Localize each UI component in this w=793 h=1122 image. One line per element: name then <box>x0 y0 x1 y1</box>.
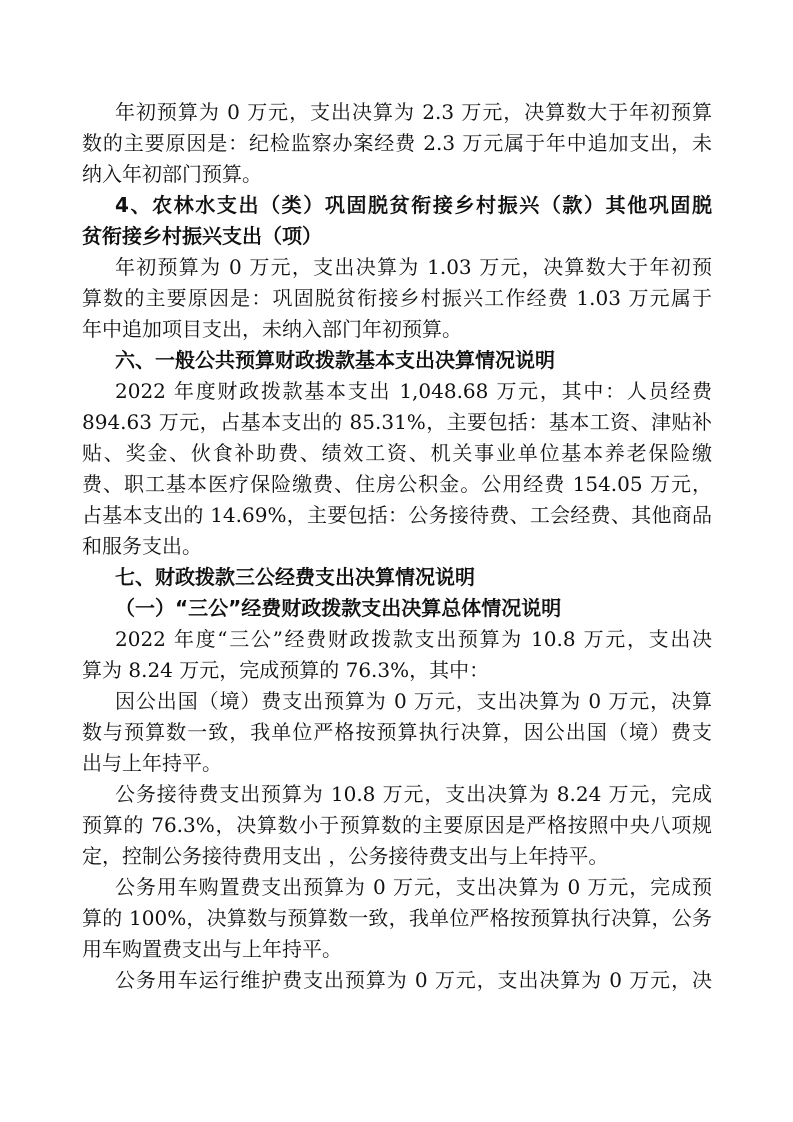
body-paragraph <box>82 779 712 872</box>
text-line: 算为 8.24 万元，完成预算的 76.3%，其中： <box>82 658 490 682</box>
text-line: 纳入年初部门预算。 <box>82 162 262 186</box>
text-line: 用车购置费支出与上年持平。 <box>82 937 342 961</box>
text-line: 2022 年度财政拨款基本支出 1,048.68 万元，其中：人员经费 <box>115 379 712 403</box>
text-line: 数的主要原因是：纪检监察办案经费 2.3 万元属于年中追加支出，未 <box>82 131 712 155</box>
text-line: 4、农林水支出（类）巩固脱贫衔接乡村振兴（款）其他巩固脱 <box>115 193 712 217</box>
text-line: 894.63 万元，占基本支出的 85.31%，主要包括：基本工资、津贴补 <box>82 410 712 434</box>
text-line: 六、一般公共预算财政拨款基本支出决算情况说明 <box>115 348 555 372</box>
text-line: 因公出国（境）费支出预算为 0 万元，支出决算为 0 万元，决算 <box>115 689 712 713</box>
text-line: 公务用车购置费支出预算为 0 万元，支出决算为 0 万元，完成预 <box>115 875 712 899</box>
body-paragraph <box>82 965 712 996</box>
section-heading <box>82 345 712 376</box>
text-line: 占基本支出的 14.69%，主要包括：公务接待费、工会经费、其他商品 <box>82 503 712 527</box>
section-heading <box>82 593 712 624</box>
body-paragraph <box>82 252 712 345</box>
body-paragraph <box>82 97 712 190</box>
body-paragraph <box>82 686 712 779</box>
text-line: 公务接待费支出预算为 10.8 万元，支出决算为 8.24 万元，完成 <box>115 782 712 806</box>
text-line: 年初预算为 0 万元，支出决算为 2.3 万元，决算数大于年初预算 <box>115 100 712 124</box>
section-heading <box>82 190 712 252</box>
text-line: 预算的 76.3%，决算数小于预算数的主要原因是严格按照中央八项规 <box>82 813 712 837</box>
text-line: 贫衔接乡村振兴支出（项） <box>82 224 322 248</box>
text-line: 2022 年度“三公”经费财政拨款支出预算为 10.8 万元，支出决 <box>115 627 712 651</box>
text-line: 算的 100%，决算数与预算数一致，我单位严格按预算执行决算，公务 <box>82 906 712 930</box>
text-line: 算数的主要原因是：巩固脱贫衔接乡村振兴工作经费 1.03 万元属于 <box>82 286 712 310</box>
text-line: 年中追加项目支出，未纳入部门年初预算。 <box>82 317 462 341</box>
text-line: 年初预算为 0 万元，支出决算为 1.03 万元，决算数大于年初预 <box>115 255 712 279</box>
body-paragraph <box>82 872 712 965</box>
text-line: 费、职工基本医疗保险缴费、住房公积金。公用经费 154.05 万元， <box>82 472 712 496</box>
text-line: 公务用车运行维护费支出预算为 0 万元，支出决算为 0 万元，决 <box>115 968 712 992</box>
text-line: 定，控制公务接待费用支出 ，公务接待费支出与上年持平。 <box>82 844 609 868</box>
section-heading <box>82 562 712 593</box>
body-paragraph <box>82 624 712 686</box>
text-line: 贴、奖金、伙食补助费、绩效工资、机关事业单位基本养老保险缴 <box>82 441 712 465</box>
document-page <box>82 97 712 996</box>
text-line: 七、财政拨款三公经费支出决算情况说明 <box>115 565 475 589</box>
text-line: 出与上年持平。 <box>82 751 222 775</box>
text-line: 数与预算数一致，我单位严格按预算执行决算，因公出国（境）费支 <box>82 720 712 744</box>
text-line: 和服务支出。 <box>82 534 202 558</box>
text-line: （一）“三公”经费财政拨款支出决算总体情况说明 <box>115 596 562 620</box>
body-paragraph <box>82 376 712 562</box>
